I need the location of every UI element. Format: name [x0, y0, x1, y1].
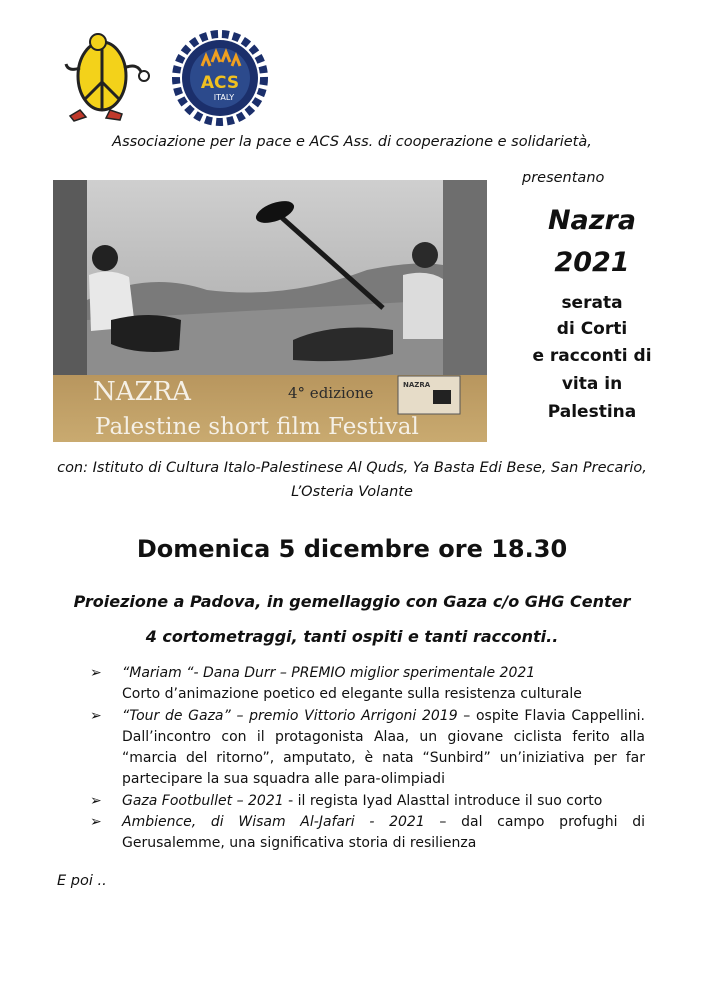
presentano-label: presentano — [522, 170, 605, 186]
film-title: “Tour de Gaza” – premio Vittorio Arrigoni 2019 — [122, 707, 458, 724]
associations-line: Associazione per la pace e ACS Ass. di cooperazione e solidarietà, — [112, 134, 592, 150]
film-title: Gaza Footbullet – 2021 — [122, 792, 284, 809]
closing-text: E poi .. — [57, 873, 107, 889]
side-line: vita in — [561, 374, 623, 394]
partners-line: con: Istituto di Cultura Italo-Palestinese Al Quds, Ya Basta Edi Bese, San Precario, L’Osteria Volante — [57, 460, 647, 500]
list-item — [90, 812, 645, 855]
shorts-line: 4 cortometraggi, tanti ospiti e tanti racconti.. — [145, 627, 559, 646]
overlay-subtitle: Palestine short film Festival — [95, 414, 419, 440]
side-line: serata — [561, 293, 623, 313]
side-line: di Corti — [556, 319, 628, 339]
event-year: 2021 — [554, 247, 630, 278]
list-item — [90, 663, 645, 706]
film-title: Ambience, di Wisam Al-Jafari - 2021 — [122, 814, 425, 831]
side-line: Palestina — [547, 402, 637, 422]
list-item — [90, 791, 645, 812]
film-info: – ospite Flavia Cappellini. Dall’incontro con il protagonista Alaa, un giovane ciclista ferito alla “marcia del ritorno”, amputato, è nata “Sunbird” un’iniziativa per far partecipare la sua squadra alle para-olimpiadi — [122, 707, 646, 788]
event-title: Nazra — [547, 205, 637, 236]
festival-photo — [53, 180, 487, 442]
arrow-bullet-icon: ➢ — [90, 665, 102, 681]
arrow-bullet-icon: ➢ — [90, 792, 102, 809]
film-list — [90, 663, 645, 855]
side-line: e racconti di — [532, 346, 652, 366]
acs-logo-text: ACS — [200, 73, 240, 93]
film-info: - il regista Iyad Alasttal introduce il suo corto — [283, 792, 603, 809]
overlay-badge: NAZRA — [403, 381, 431, 389]
acs-logo-sub: ITALY — [213, 93, 235, 102]
peace-logo — [58, 28, 154, 124]
arrow-bullet-icon: ➢ — [90, 707, 102, 724]
film-info: – dal campo profughi di Gerusalemme, una significativa storia di resilienza — [122, 814, 645, 852]
event-date: Domenica 5 dicembre ore 18.30 — [136, 535, 568, 563]
overlay-edition: 4° edizione — [288, 384, 374, 402]
film-description: Corto d’animazione poetico ed elegante sulla resistenza culturale — [122, 686, 582, 703]
arrow-bullet-icon: ➢ — [90, 814, 102, 831]
overlay-title: NAZRA — [93, 377, 191, 407]
projection-line: Proiezione a Padova, in gemellaggio con Gaza c/o GHG Center — [73, 592, 631, 611]
acs-logo — [172, 30, 268, 126]
film-title: “Mariam “- Dana Durr – PREMIO miglior sperimentale 2021 — [122, 665, 536, 681]
list-item — [90, 706, 645, 791]
